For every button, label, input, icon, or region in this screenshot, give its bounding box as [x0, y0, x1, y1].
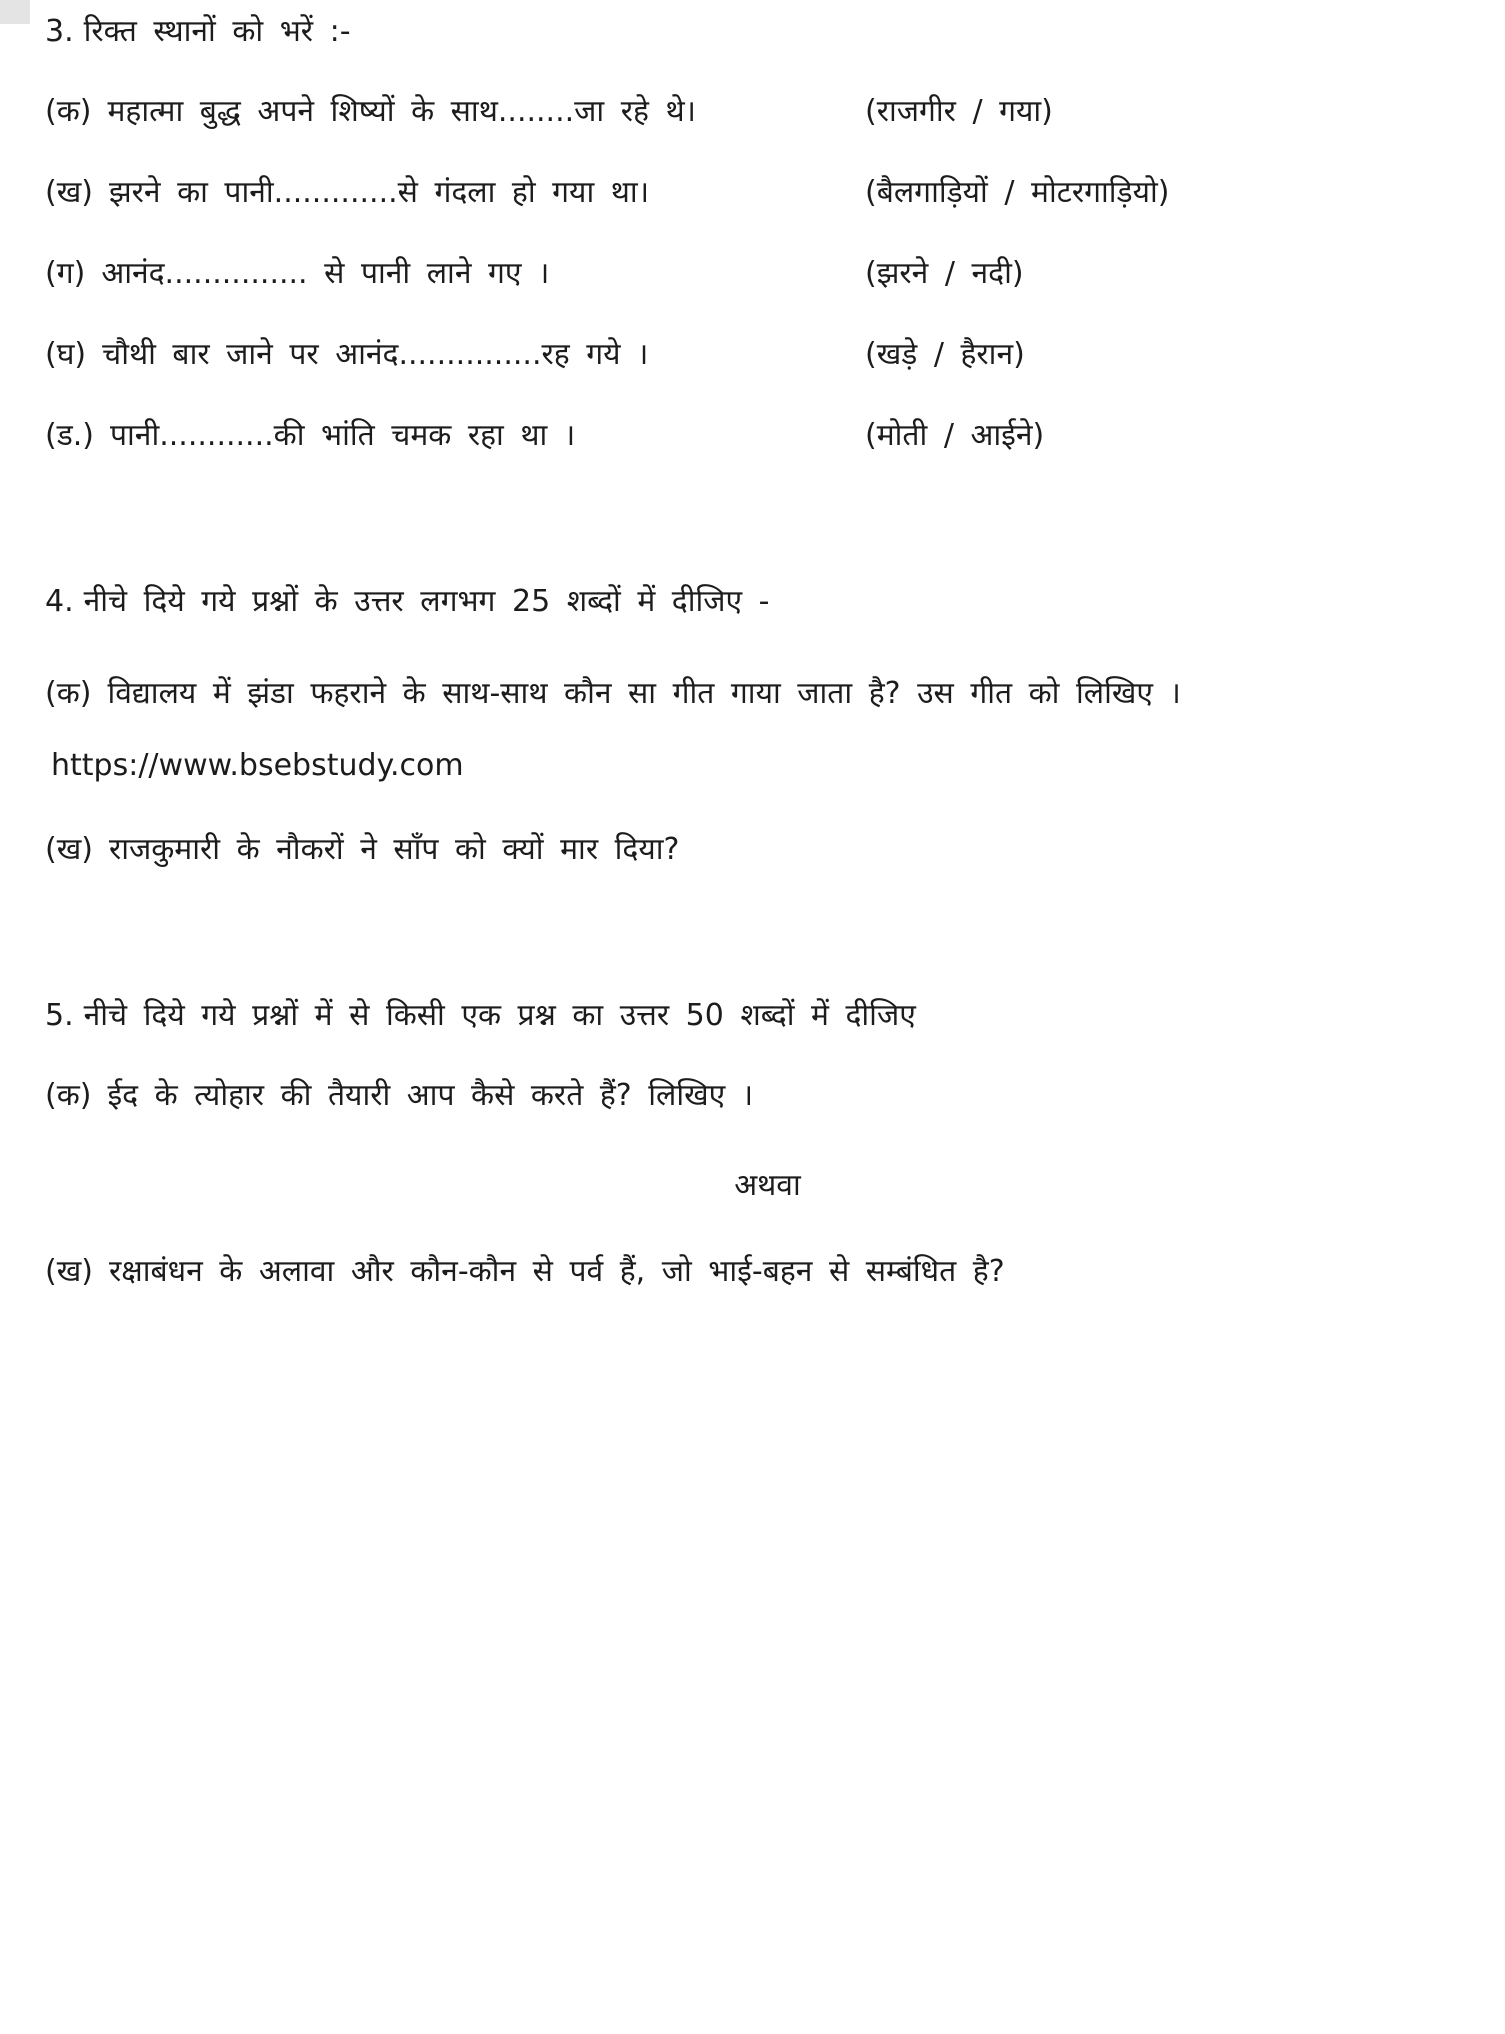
item-text: पानी............की भांति चमक रहा था ।: [110, 418, 576, 453]
section-3-heading: [45, 8, 1450, 56]
section-short-answers: [45, 578, 1450, 874]
item-text: विद्यालय में झंडा फहराने के साथ-साथ कौन सा गीत गाया जाता है? उस गीत को लिखिए ।: [107, 676, 1181, 711]
item-label: (ख): [45, 1254, 93, 1289]
section-3-title: रिक्त स्थानों को भरें :-: [83, 14, 351, 49]
fill-blank-item: [45, 169, 1450, 217]
item-options: (मोती / आईने): [865, 418, 1045, 453]
item-label: (ग): [45, 256, 86, 291]
question-item: [45, 658, 1450, 802]
item-text: रक्षाबंधन के अलावा और कौन-कौन से पर्व हैं, जो भाई-बहन से सम्बंधित है?: [108, 1254, 1005, 1289]
item-label: (ख): [45, 832, 93, 867]
fill-blank-item: [45, 331, 1450, 379]
fill-blank-item: [45, 412, 1450, 460]
question-item: [45, 1072, 1450, 1120]
fill-blank-item: [45, 250, 1450, 298]
question-item: [45, 1248, 1450, 1296]
item-label: (घ): [45, 337, 87, 372]
section-4-title: नीचे दिये गये प्रश्नों के उत्तर लगभग 25 शब्दों में दीजिए -: [83, 584, 770, 619]
item-label: (क): [45, 94, 92, 129]
item-label: (क): [45, 676, 92, 711]
or-divider: अथवा: [734, 1168, 801, 1203]
section-long-answer: [45, 992, 1450, 1296]
fill-blank-item: [45, 88, 1450, 136]
item-text: ईद के त्योहार की तैयारी आप कैसे करते हैं? लिखिए ।: [107, 1078, 754, 1113]
item-options: (राजगीर / गया): [865, 94, 1053, 129]
item-text: राजकुमारी के नौकरों ने साँप को क्यों मार दिया?: [108, 832, 680, 867]
section-5-heading: [45, 992, 1450, 1040]
item-text: झरने का पानी.............से गंदला हो गया था।: [108, 175, 650, 210]
item-text: आनंद............... से पानी लाने गए ।: [101, 256, 550, 291]
item-text: चौथी बार जाने पर आनंद...............रह गये ।: [102, 337, 649, 372]
item-options: (खड़े / हैरान): [865, 337, 1025, 372]
section-3-number: 3.: [45, 14, 74, 49]
section-4-heading: [45, 578, 1450, 626]
item-label: (ख): [45, 175, 93, 210]
section-4-number: 4.: [45, 584, 74, 619]
item-options: (झरने / नदी): [865, 256, 1024, 291]
section-5-number: 5.: [45, 998, 74, 1033]
question-item: [45, 826, 1450, 874]
section-fill-blanks: [45, 8, 1450, 460]
scan-artifact: [0, 0, 30, 24]
item-label: (ड.): [45, 418, 94, 453]
item-text: महात्मा बुद्ध अपने शिष्यों के साथ........जा रहे थे।: [107, 94, 697, 129]
item-label: (क): [45, 1078, 92, 1113]
section-5-title: नीचे दिये गये प्रश्नों में से किसी एक प्रश्न का उत्तर 50 शब्दों में दीजिए: [83, 998, 916, 1033]
item-options: (बैलगाड़ियों / मोटरगाड़ियो): [865, 175, 1170, 210]
url-text: https://www.bsebstudy.com: [51, 748, 464, 783]
